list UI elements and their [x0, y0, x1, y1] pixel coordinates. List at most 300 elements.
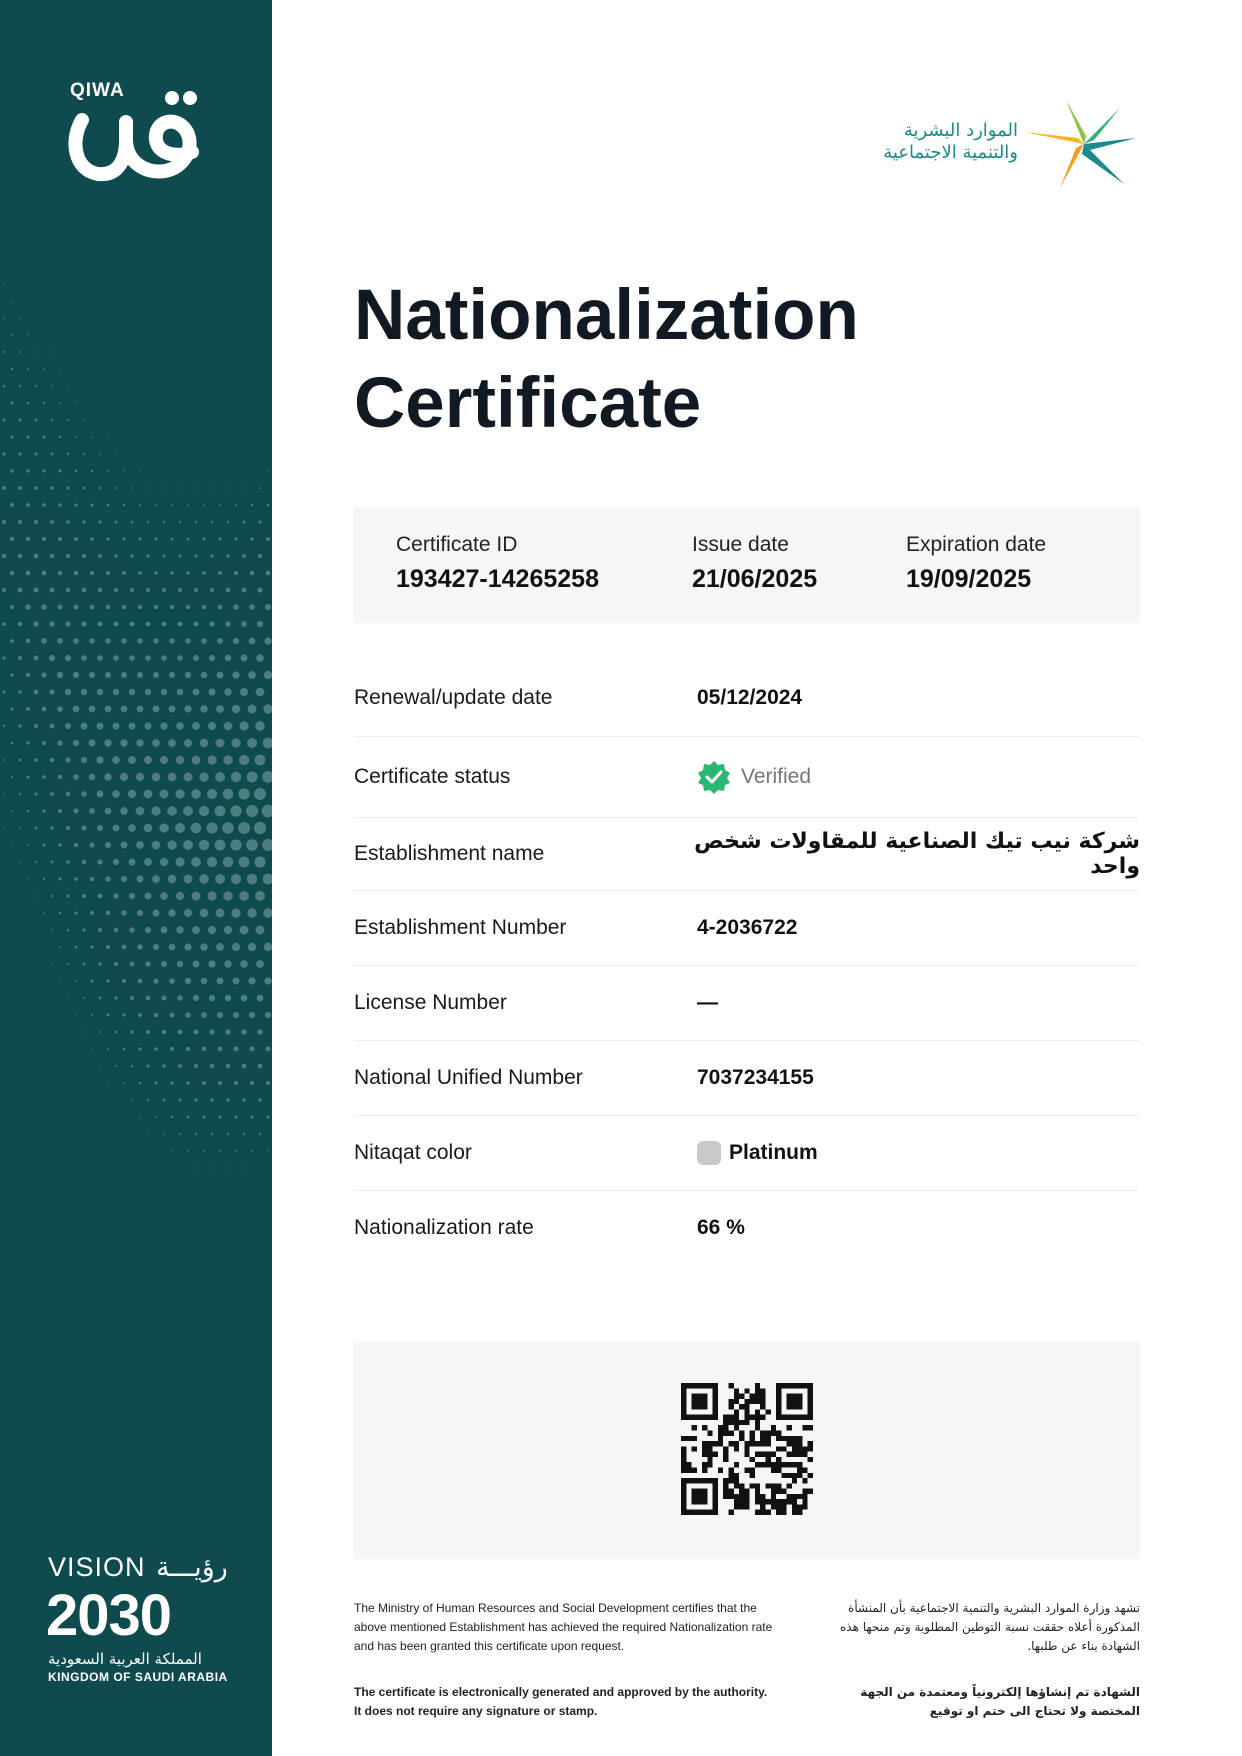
qr-module	[707, 1462, 712, 1467]
decor-dot	[18, 724, 21, 727]
qr-module	[681, 1462, 686, 1467]
decor-dot	[131, 1065, 133, 1067]
detail-label: Nitaqat color	[354, 1141, 472, 1164]
detail-value: 66 %	[697, 1216, 745, 1239]
decor-dot	[177, 689, 184, 696]
qr-module	[729, 1399, 734, 1404]
decor-dot	[59, 878, 62, 881]
decor-dot	[121, 638, 126, 643]
decor-dot	[58, 843, 61, 846]
decor-dot	[223, 857, 234, 868]
decor-dot	[35, 895, 37, 897]
decor-dot	[145, 961, 150, 966]
qr-module	[797, 1436, 802, 1441]
decor-dot	[147, 1065, 150, 1068]
decor-dot	[184, 943, 191, 950]
decor-dot	[187, 1150, 189, 1152]
decor-dot	[90, 911, 94, 915]
qr-module	[729, 1383, 734, 1388]
decor-dot	[159, 823, 168, 832]
decor-dot	[264, 671, 272, 679]
decor-dot	[226, 1064, 230, 1068]
decor-dot	[74, 843, 78, 847]
decor-dot	[200, 705, 207, 712]
qr-module	[776, 1436, 781, 1441]
qr-module	[702, 1467, 707, 1472]
decor-dot	[19, 419, 22, 422]
qr-module	[781, 1504, 786, 1509]
decor-dot	[256, 688, 265, 697]
decor-dot	[170, 1047, 174, 1051]
decor-dot	[224, 926, 233, 935]
decor-dot	[194, 1064, 198, 1068]
decor-dot	[233, 604, 238, 609]
decor-dot	[57, 740, 62, 745]
qr-module	[802, 1489, 807, 1494]
decor-dot	[122, 605, 127, 610]
decor-dot	[131, 521, 134, 524]
decor-dot	[66, 792, 71, 797]
decor-dot	[257, 587, 262, 592]
decor-dot	[160, 756, 168, 764]
decor-dot	[42, 503, 46, 507]
decor-dot	[107, 470, 109, 472]
decor-dot	[200, 739, 208, 747]
decor-dot	[130, 554, 133, 557]
vision-word: VISION	[48, 1552, 146, 1582]
decor-dot	[193, 1029, 198, 1034]
decor-dot	[26, 639, 31, 644]
decor-dot	[34, 792, 37, 795]
decor-dot	[145, 689, 151, 695]
decor-dot	[58, 809, 62, 813]
qr-code	[681, 1383, 813, 1515]
decor-dot	[3, 419, 6, 422]
decor-dot	[122, 979, 126, 983]
qr-module	[755, 1415, 760, 1420]
decor-dot	[267, 504, 270, 507]
decor-dot	[183, 840, 193, 850]
decor-dot	[113, 859, 119, 865]
decor-dot	[239, 857, 250, 868]
qr-module	[776, 1504, 781, 1509]
certificate-details	[354, 660, 1140, 1265]
qr-module	[765, 1431, 770, 1436]
decor-dot	[139, 538, 142, 541]
decor-dot	[203, 504, 205, 506]
decor-dot	[74, 877, 78, 881]
decor-dot	[75, 1014, 76, 1015]
decor-dot	[184, 773, 193, 782]
decor-dot	[19, 759, 22, 762]
qr-module	[760, 1452, 765, 1457]
decor-dot	[153, 638, 158, 643]
status-text: Verified	[741, 765, 812, 788]
decor-dot	[57, 706, 63, 712]
decor-dot	[184, 909, 192, 917]
qr-module	[787, 1473, 792, 1478]
decor-dot	[34, 520, 38, 524]
qr-module	[760, 1399, 765, 1404]
decor-dot	[250, 571, 254, 575]
decor-dot	[120, 807, 128, 815]
qr-module	[744, 1499, 749, 1504]
decor-dot	[59, 436, 61, 438]
decor-dot	[89, 842, 94, 847]
qr-module	[771, 1425, 776, 1430]
decor-dot	[243, 521, 246, 524]
decor-dot	[246, 805, 258, 817]
decor-dot	[168, 875, 176, 883]
qr-module	[760, 1441, 765, 1446]
decor-dot	[120, 773, 128, 781]
decor-dot	[35, 419, 38, 422]
qr-module	[755, 1462, 760, 1467]
qr-module	[723, 1415, 728, 1420]
decor-dot	[81, 757, 87, 763]
decor-dot	[235, 504, 237, 506]
decor-dot	[235, 1116, 238, 1119]
decor-dot	[105, 842, 111, 848]
qr-module	[729, 1510, 734, 1515]
decor-dot	[255, 891, 265, 901]
decor-dot	[136, 841, 144, 849]
qr-module	[729, 1415, 734, 1420]
decor-dot	[167, 840, 176, 849]
decor-dot	[81, 723, 88, 730]
decor-dot	[191, 789, 201, 799]
qr-module	[744, 1489, 749, 1494]
decor-dot	[51, 419, 53, 421]
ministry-name-line1: الموارد البشرية	[903, 120, 1018, 141]
decor-dot	[246, 839, 258, 851]
qr-module	[750, 1394, 755, 1399]
qr-module	[718, 1467, 723, 1472]
decor-dot	[27, 810, 29, 812]
decor-dot	[209, 655, 215, 661]
qr-module	[792, 1499, 797, 1504]
qr-module	[776, 1431, 781, 1436]
decor-dot	[219, 1116, 222, 1119]
qr-module	[739, 1489, 744, 1494]
detail-row	[354, 1116, 1140, 1191]
qr-module	[760, 1415, 765, 1420]
detail-row	[354, 737, 1140, 818]
decor-dot	[34, 554, 38, 558]
decor-dot	[82, 894, 86, 898]
decor-dot	[223, 755, 233, 765]
decor-dot	[3, 317, 5, 319]
decor-dot	[168, 773, 177, 782]
qr-module	[787, 1436, 792, 1441]
decor-dot	[191, 823, 202, 834]
decor-dot	[152, 875, 160, 883]
decor-dot	[145, 655, 151, 661]
decor-dot	[163, 1099, 166, 1102]
footer-note-en: The certificate is electronically generated and approved by the authority. It does not require any signature or stamp.	[354, 1685, 768, 1718]
qr-module	[771, 1489, 776, 1494]
decor-dot	[195, 1167, 196, 1168]
decor-dot	[50, 520, 54, 524]
decor-dot	[249, 1046, 254, 1051]
decor-dot	[231, 772, 241, 782]
decor-dot	[43, 402, 45, 404]
decor-dot	[231, 908, 240, 917]
qr-module	[755, 1483, 760, 1488]
decor-dot	[258, 1064, 262, 1068]
decor-dot	[230, 839, 241, 850]
decor-dot	[175, 823, 185, 833]
decor-dot	[207, 755, 216, 764]
decor-dot	[75, 946, 78, 949]
decor-dot	[184, 739, 192, 747]
title-line-1: Nationalization	[354, 276, 859, 355]
decor-dot	[18, 588, 23, 593]
decor-dot	[183, 806, 193, 816]
decor-dot	[246, 771, 257, 782]
decor-dot	[88, 739, 95, 746]
decor-dot	[83, 1031, 84, 1032]
decor-dot	[169, 706, 176, 713]
decor-dot	[224, 722, 233, 731]
decor-dot	[74, 911, 77, 914]
decor-dot	[167, 806, 177, 816]
qr-module	[802, 1499, 807, 1504]
decor-dot	[263, 908, 272, 918]
decor-dot	[18, 452, 21, 455]
decor-dot	[65, 689, 71, 695]
decor-dot	[123, 1048, 126, 1051]
decor-dot	[2, 486, 6, 490]
decor-dot	[105, 808, 112, 815]
decor-dot	[115, 521, 118, 524]
decor-dot	[2, 554, 6, 558]
decor-dot	[250, 537, 253, 540]
decor-dot	[247, 874, 258, 885]
qr-module	[771, 1431, 776, 1436]
detail-label: Establishment name	[354, 842, 545, 865]
decor-dot	[248, 705, 257, 714]
decor-dot	[153, 706, 160, 713]
decor-dot	[201, 672, 207, 678]
decor-dot	[51, 929, 53, 931]
decor-dot	[96, 722, 103, 729]
qr-module	[802, 1452, 807, 1457]
decor-dot	[137, 910, 143, 916]
decor-dot	[91, 1014, 93, 1016]
decor-dot	[192, 926, 200, 934]
decor-dot	[121, 876, 127, 882]
decor-dot	[115, 453, 116, 454]
decor-dot	[10, 503, 14, 507]
decor-dot	[186, 1081, 189, 1084]
decor-dot	[42, 775, 46, 779]
decor-dot	[193, 995, 199, 1001]
decor-dot	[83, 997, 85, 999]
decor-dot	[227, 1133, 229, 1135]
decor-dot	[234, 571, 238, 575]
qr-module	[755, 1510, 760, 1515]
decor-dot	[51, 385, 53, 387]
decor-dot	[19, 793, 21, 795]
qr-module	[797, 1473, 802, 1478]
qr-module	[792, 1478, 797, 1483]
decor-dot	[153, 672, 159, 678]
qr-module	[771, 1452, 776, 1457]
decor-dot	[145, 927, 151, 933]
decor-dot	[26, 707, 30, 711]
decor-dot	[122, 571, 126, 575]
decor-dot	[226, 1098, 229, 1101]
qr-module	[744, 1415, 749, 1420]
decor-dot	[82, 588, 87, 593]
decor-dot	[67, 929, 69, 931]
decor-dot	[107, 1082, 108, 1083]
qr-module	[755, 1420, 760, 1425]
qr-module	[787, 1441, 792, 1446]
qr-module	[765, 1409, 770, 1414]
qr-module	[760, 1510, 765, 1515]
decor-dot	[51, 895, 53, 897]
decor-dot	[67, 419, 69, 421]
decor-dot	[163, 487, 164, 488]
decor-dot	[10, 435, 13, 438]
qr-module	[718, 1441, 723, 1446]
qr-module	[723, 1494, 728, 1499]
decor-dot	[223, 891, 233, 901]
decor-dot	[160, 858, 168, 866]
decor-dot	[219, 538, 222, 541]
decor-dot	[3, 691, 6, 694]
decor-dot	[234, 1081, 238, 1085]
decor-dot	[91, 1048, 92, 1049]
decor-dot	[154, 571, 158, 575]
qr-module	[765, 1452, 770, 1457]
decor-dot	[139, 1116, 141, 1118]
qr-module	[802, 1446, 807, 1451]
decor-dot	[219, 1150, 221, 1152]
decor-dot	[171, 504, 173, 506]
decor-dot	[254, 856, 265, 867]
decor-dot	[175, 789, 184, 798]
decor-dot	[58, 503, 61, 506]
qr-module	[760, 1404, 765, 1409]
decor-dot	[130, 588, 134, 592]
qr-module	[718, 1425, 723, 1430]
decor-dot	[171, 1116, 173, 1118]
decor-dot	[177, 961, 183, 967]
nitaqat-color-text: Platinum	[729, 1141, 818, 1164]
decor-dot	[146, 996, 151, 1001]
qr-module	[792, 1462, 797, 1467]
qr-module	[755, 1499, 760, 1504]
qr-module	[723, 1483, 728, 1488]
decor-dot	[207, 891, 216, 900]
decor-dot	[97, 621, 102, 626]
vision-year: 2030	[46, 1583, 172, 1648]
decor-dot	[211, 521, 213, 523]
decor-dot	[66, 894, 69, 897]
decor-dot	[155, 1116, 157, 1118]
decor-dot	[104, 773, 111, 780]
qr-module	[792, 1494, 797, 1499]
decor-dot	[178, 1064, 182, 1068]
decor-dot	[74, 571, 78, 575]
decor-dot	[90, 877, 95, 882]
decor-dot	[216, 943, 224, 951]
decor-dot	[18, 656, 22, 660]
qr-module	[750, 1457, 755, 1462]
decor-dot	[215, 806, 226, 817]
decor-dot	[58, 537, 62, 541]
decor-dot	[235, 1150, 237, 1152]
qr-module	[723, 1431, 728, 1436]
decor-dot	[199, 772, 208, 781]
decor-dot	[264, 943, 272, 951]
decor-dot	[3, 759, 5, 761]
decor-dot	[43, 912, 45, 914]
qr-module	[744, 1399, 749, 1404]
decor-dot	[136, 739, 143, 746]
qr-module	[781, 1489, 786, 1494]
decor-dot	[161, 689, 167, 695]
qr-module	[739, 1404, 744, 1409]
decor-dot	[231, 738, 240, 747]
decor-dot	[243, 1133, 245, 1135]
decor-dot	[96, 756, 103, 763]
decor-dot	[105, 706, 112, 713]
decor-dot	[91, 980, 94, 983]
decor-dot	[248, 671, 256, 679]
decor-dot	[210, 588, 214, 592]
qr-module	[744, 1467, 749, 1472]
qr-module	[729, 1431, 734, 1436]
decor-dot	[2, 520, 6, 524]
detail-value: 4-2036722	[697, 916, 798, 939]
qr-module	[681, 1467, 686, 1472]
decor-dot	[227, 487, 228, 488]
qr-module	[707, 1441, 712, 1446]
qr-module	[760, 1499, 765, 1504]
decor-dot	[98, 928, 102, 932]
qr-module	[765, 1483, 770, 1488]
decor-dot	[89, 638, 94, 643]
issue-date-block	[692, 533, 817, 594]
qr-module	[739, 1436, 744, 1441]
decor-dot	[147, 521, 149, 523]
decor-dot	[27, 776, 30, 779]
decor-dot	[208, 688, 215, 695]
decor-dot	[186, 571, 189, 574]
decor-dot	[243, 487, 245, 489]
decor-dot	[49, 621, 54, 626]
decor-dot	[130, 622, 135, 627]
decor-dot	[50, 486, 53, 489]
decor-dot	[82, 860, 86, 864]
decor-dot	[254, 788, 266, 800]
decor-dot	[249, 638, 256, 645]
decor-dot	[57, 638, 63, 644]
decor-dot	[243, 1167, 244, 1168]
decor-dot	[11, 708, 14, 711]
decor-dot	[3, 283, 4, 284]
decor-dot	[195, 521, 197, 523]
qr-module	[729, 1473, 734, 1478]
decor-dot	[251, 1150, 253, 1152]
decor-dot	[241, 655, 248, 662]
detail-label: Establishment Number	[354, 916, 567, 939]
qr-module	[792, 1473, 797, 1478]
